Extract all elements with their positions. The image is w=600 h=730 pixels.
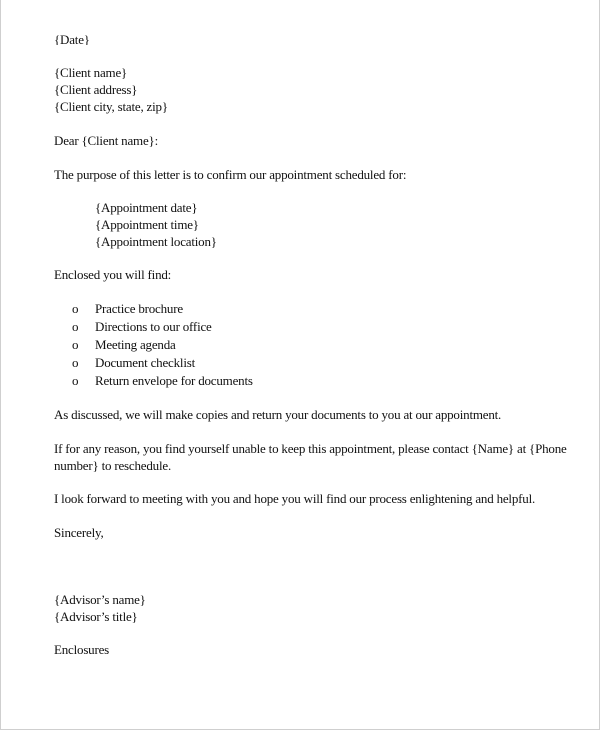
advisor-name: {Advisor’s name} <box>54 592 146 607</box>
client-city: {Client city, state, zip} <box>54 99 168 114</box>
list-item-text: Return envelope for documents <box>95 373 253 388</box>
enclosures-label: Enclosures <box>54 642 110 657</box>
appointment-date: {Appointment date} <box>95 200 198 215</box>
list-item-text: Directions to our office <box>95 319 212 334</box>
forward-paragraph: I look forward to meeting with you and hope you will find our process enlightening and helpful. <box>54 491 536 506</box>
list-item-text: Document checklist <box>95 355 196 370</box>
reschedule-paragraph-line-2: number} to reschedule. <box>54 458 171 473</box>
bullet-icon: o <box>72 319 79 334</box>
date-line <box>54 31 254 45</box>
salutation: Dear {Client name}: <box>54 133 158 148</box>
list-item <box>72 336 176 353</box>
closing: Sincerely, <box>54 525 104 540</box>
bullet-icon: o <box>72 373 79 388</box>
reschedule-paragraph-line-1: If for any reason, you find yourself unable to keep this appointment, please contact {Name} at {Phone <box>54 441 567 456</box>
bullet-icon: o <box>72 355 79 370</box>
client-address: {Client address} <box>54 82 138 97</box>
list-item <box>72 300 183 317</box>
client-name: {Client name} <box>54 65 128 80</box>
list-item <box>72 354 195 371</box>
date-placeholder: {Date} <box>54 32 90 45</box>
list-item-text: Meeting agenda <box>95 337 176 352</box>
appointment-location: {Appointment location} <box>95 234 217 249</box>
enclosed-intro: Enclosed you will find: <box>54 267 172 282</box>
purpose-paragraph: The purpose of this letter is to confirm our appointment scheduled for: <box>54 167 407 182</box>
bullet-icon: o <box>72 301 79 316</box>
discussed-paragraph: As discussed, we will make copies and return your documents to you at our appointment. <box>54 407 502 422</box>
list-item <box>72 372 253 389</box>
bullet-icon: o <box>72 337 79 352</box>
advisor-title: {Advisor’s title} <box>54 609 138 624</box>
list-item-text: Practice brochure <box>95 301 183 316</box>
list-item <box>72 318 212 335</box>
appointment-time: {Appointment time} <box>95 217 199 232</box>
